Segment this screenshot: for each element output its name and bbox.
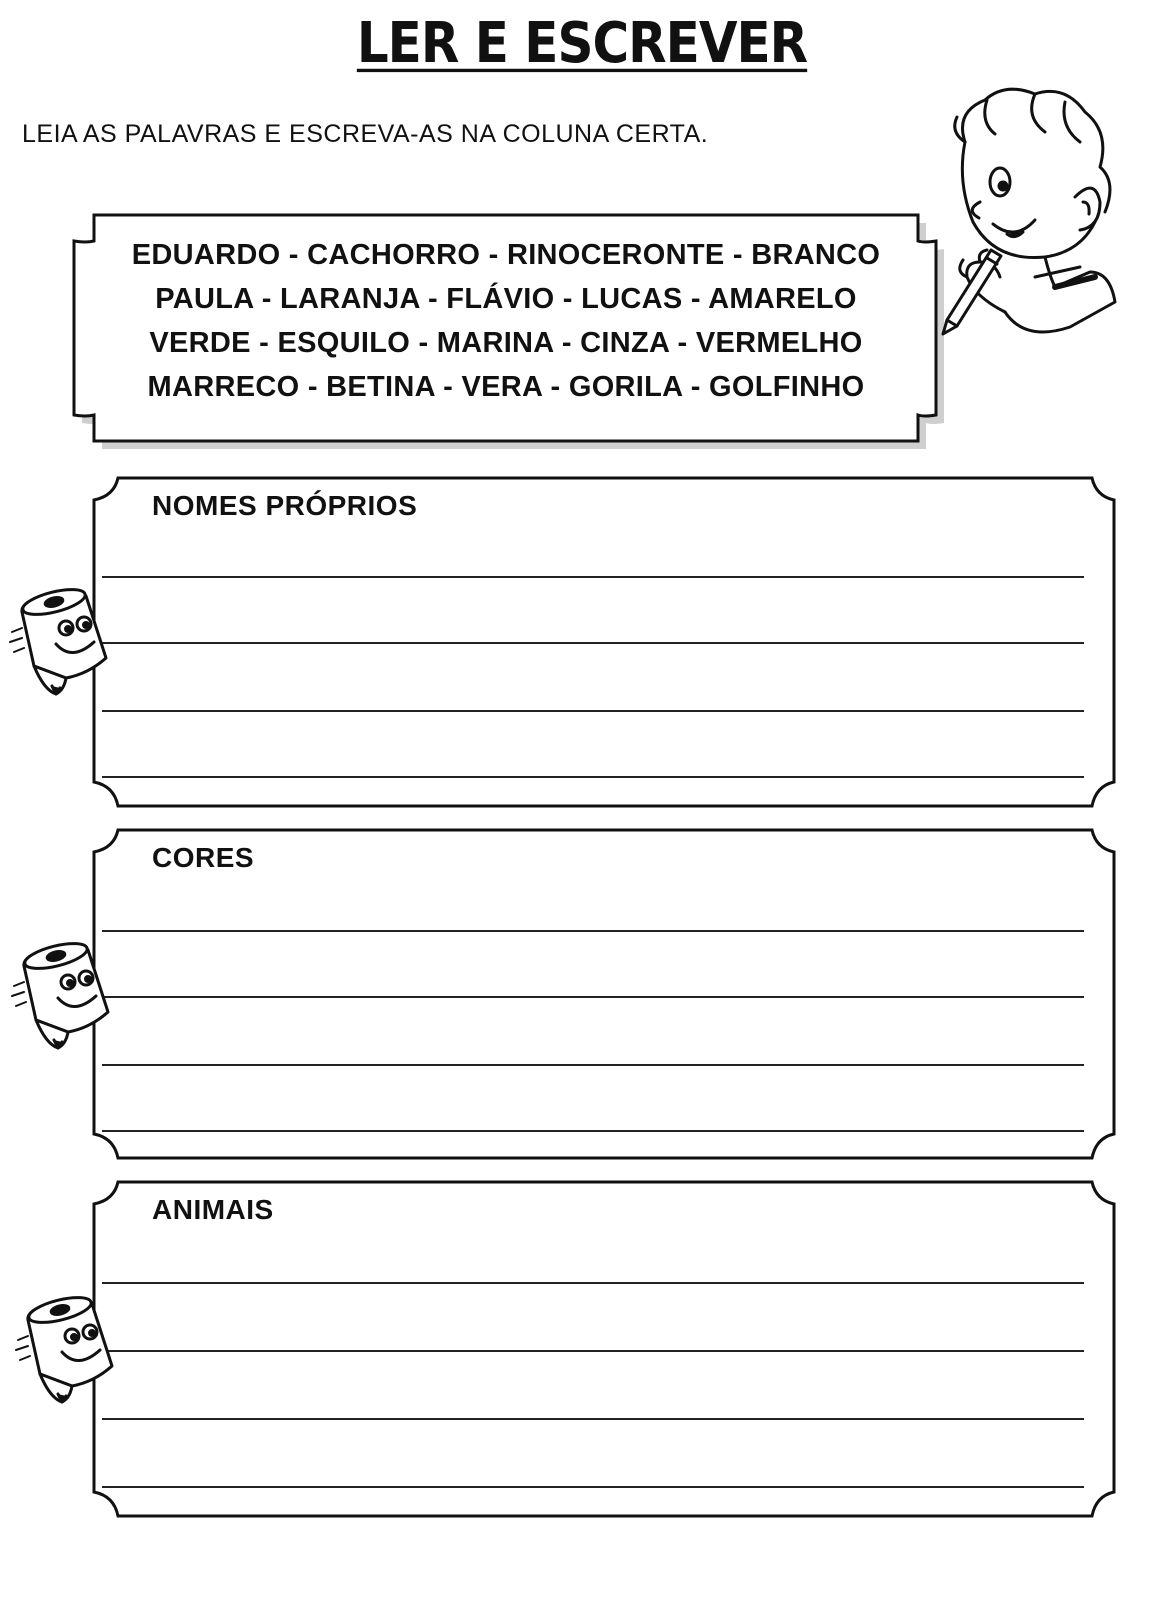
instruction-text: LEIA AS PALAVRAS E ESCREVA-AS NA COLUNA CERTA. (22, 120, 709, 148)
section-label: ANIMAIS (152, 1194, 274, 1225)
smiling-pencil-icon (10, 936, 120, 1056)
smiling-pencil-icon (14, 1290, 124, 1410)
word-bank-line: VERDE - ESQUILO - MARINA - CINZA - VERMELHO (149, 327, 863, 359)
section-label: CORES (152, 842, 255, 873)
writing-line[interactable] (102, 996, 1084, 998)
writing-line[interactable] (102, 930, 1084, 932)
word-bank-box (62, 205, 950, 450)
section-box-animais (90, 1174, 1122, 1514)
boy-with-pencil-illustration (895, 72, 1125, 347)
word-bank-line: MARRECO - BETINA - VERA - GORILA - GOLFINHO (147, 371, 865, 403)
section-box-nomes-proprios (90, 470, 1122, 810)
page-title: LER E ESCREVER (356, 10, 808, 76)
writing-line[interactable] (102, 576, 1084, 578)
section-box-cores (90, 822, 1122, 1162)
word-bank-line: EDUARDO - CACHORRO - RINOCERONTE - BRANCO (131, 239, 881, 271)
writing-line[interactable] (102, 1282, 1084, 1284)
section-label: NOMES PRÓPRIOS (152, 490, 418, 521)
writing-line[interactable] (102, 642, 1084, 644)
word-bank-list (62, 233, 950, 409)
word-bank-line: PAULA - LARANJA - FLÁVIO - LUCAS - AMARELO (155, 283, 857, 315)
writing-line[interactable] (102, 710, 1084, 712)
writing-line[interactable] (102, 1350, 1084, 1352)
writing-line[interactable] (102, 1130, 1084, 1132)
writing-line[interactable] (102, 1486, 1084, 1488)
section-frame (90, 1174, 1122, 1524)
writing-line[interactable] (102, 1064, 1084, 1066)
writing-line[interactable] (102, 1418, 1084, 1420)
writing-line[interactable] (102, 776, 1084, 778)
smiling-pencil-icon (8, 582, 118, 702)
